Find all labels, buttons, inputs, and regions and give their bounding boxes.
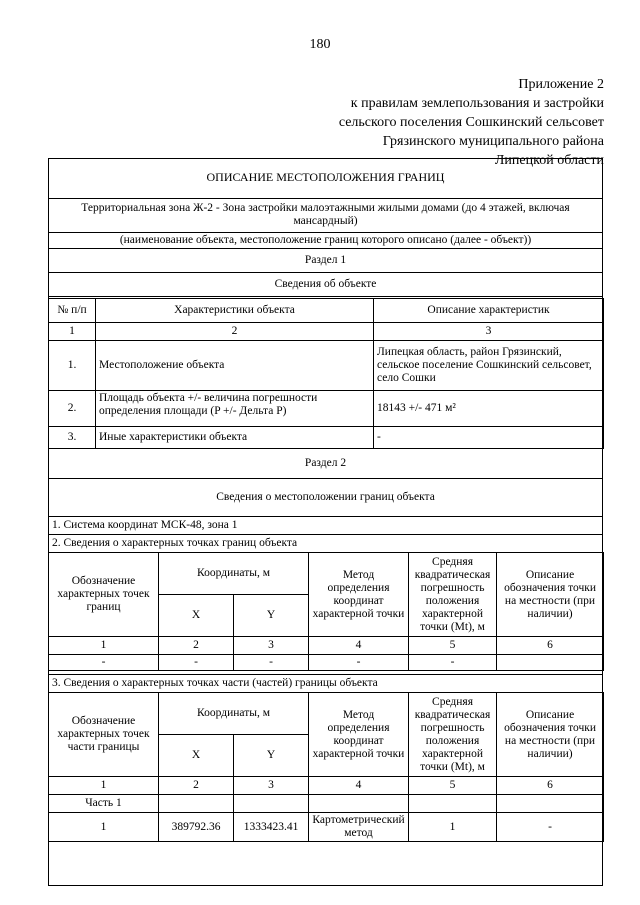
- col-coords-header: Координаты, м: [159, 693, 309, 735]
- x-cell: 389792.36: [159, 813, 234, 842]
- section1-title: Раздел 1: [49, 248, 603, 272]
- section2-subtitle: Сведения о местоположении границ объекта: [49, 479, 603, 517]
- col-number: 6: [497, 777, 604, 795]
- table-row: [49, 427, 604, 449]
- row-value: -: [374, 427, 604, 449]
- error-cell: -: [409, 655, 497, 671]
- appendix-line-1: Приложение 2: [518, 77, 604, 92]
- table-row: [49, 813, 604, 842]
- section2-header-table: [48, 448, 603, 553]
- col-char-header: Характеристики объекта: [96, 299, 374, 323]
- method-cell: [309, 813, 409, 842]
- col-number: 4: [309, 637, 409, 655]
- col-number: 3: [374, 323, 604, 341]
- col-desc-header: Описание обозначения точки на местности (при наличии): [497, 693, 604, 777]
- parts-title: 3. Сведения о характерных точках части (частей) границы объекта: [49, 675, 603, 693]
- empty-cell: [497, 795, 604, 813]
- row-name: Местоположение объекта: [96, 341, 374, 391]
- page-number: 180: [309, 37, 331, 52]
- col-number: 1: [49, 637, 159, 655]
- col-method-header: Метод определения координат характерной точки: [309, 693, 409, 777]
- appendix-line-3: сельского поселения Сошкинский сельсовет: [338, 115, 604, 130]
- table-row: [49, 391, 604, 427]
- col-coords-header: Координаты, м: [159, 553, 309, 595]
- points-title: 2. Сведения о характерных точках границ объекта: [49, 535, 603, 553]
- x-cell: -: [159, 655, 234, 671]
- col-number: 5: [409, 777, 497, 795]
- appendix-line-5: Липецкой области: [494, 153, 604, 168]
- appendix-line-4: Грязинского муниципального района: [382, 134, 604, 149]
- coord-system: 1. Система координат МСК-48, зона 1: [49, 517, 603, 535]
- col-y-header: Y: [234, 595, 309, 637]
- col-error-header: Средняя квадратическая погрешность положения характерной точки (Mt), м: [409, 693, 497, 777]
- empty-cell: [309, 795, 409, 813]
- y-cell: 1333423.41: [234, 813, 309, 842]
- col-desc-header: Описание характеристик: [374, 299, 604, 323]
- col-number: 4: [309, 777, 409, 795]
- col-error-header: Средняя квадратическая погрешность положения характерной точки (Mt), м: [409, 553, 497, 637]
- row-name-text: Площадь объекта +/- величина погрешности определения площади (P +/- Дельта P): [99, 392, 318, 417]
- parts-table: [48, 692, 604, 842]
- row-name: [96, 391, 374, 427]
- col-x-header: X: [159, 735, 234, 777]
- section2-title: Раздел 2: [49, 449, 603, 479]
- col-number: 1: [49, 777, 159, 795]
- col-desc-header: Описание обозначения точки на местности (при наличии): [497, 553, 604, 637]
- col-number: 3: [234, 637, 309, 655]
- col-number: 2: [96, 323, 374, 341]
- row-num: 2.: [49, 391, 96, 427]
- empty-cell: [234, 795, 309, 813]
- col-y-header: Y: [234, 735, 309, 777]
- error-cell: 1: [409, 813, 497, 842]
- row-name: Иные характеристики объекта: [96, 427, 374, 449]
- empty-cell: [159, 795, 234, 813]
- col-method-header: Метод определения координат характерной точки: [309, 553, 409, 637]
- document-title: ОПИСАНИЕ МЕСТОПОЛОЖЕНИЯ ГРАНИЦ: [49, 158, 603, 198]
- row-value: 18143 +/- 471 м²: [374, 391, 604, 427]
- col-number: 1: [49, 323, 96, 341]
- col-number: 3: [234, 777, 309, 795]
- table-row: [49, 655, 604, 671]
- points-table: [48, 552, 604, 671]
- table-row: [49, 341, 604, 391]
- desc-cell: -: [497, 813, 604, 842]
- col-x-header: X: [159, 595, 234, 637]
- appendix-block: [339, 75, 604, 170]
- row-num: 1.: [49, 341, 96, 391]
- section1-table: [48, 298, 604, 449]
- section1-subtitle: Сведения об объекте: [49, 272, 603, 296]
- col-point-header: Обозначение характерных точек части границы: [49, 693, 159, 777]
- col-num-header: № п/п: [49, 299, 96, 323]
- col-number: 2: [159, 777, 234, 795]
- row-num: 3.: [49, 427, 96, 449]
- parts-title-table: [48, 674, 603, 693]
- part-label: Часть 1: [49, 795, 159, 813]
- appendix-line-2: к правилам землепользования и застройки: [350, 96, 604, 111]
- col-number: 6: [497, 637, 604, 655]
- desc-cell: [497, 655, 604, 671]
- point-cell: -: [49, 655, 159, 671]
- col-number: 2: [159, 637, 234, 655]
- empty-cell: [409, 795, 497, 813]
- table-row: [49, 795, 604, 813]
- row-value: Липецкая область, район Грязинский, сельское поселение Сошкинский сельсовет, село Сошки: [374, 341, 604, 391]
- header-table: [48, 158, 603, 297]
- method-cell: -: [309, 655, 409, 671]
- method-cell-text: Картометрический метод: [312, 814, 405, 839]
- col-number: 5: [409, 637, 497, 655]
- col-point-header: Обозначение характерных точек границ: [49, 553, 159, 637]
- object-name: Территориальная зона Ж-2 - Зона застройки малоэтажными жилыми домами (до 4 этажей, включая мансардный): [49, 198, 603, 232]
- point-cell: 1: [49, 813, 159, 842]
- object-caption: (наименование объекта, местоположение границ которого описано (далее - объект)): [49, 232, 603, 248]
- y-cell: -: [234, 655, 309, 671]
